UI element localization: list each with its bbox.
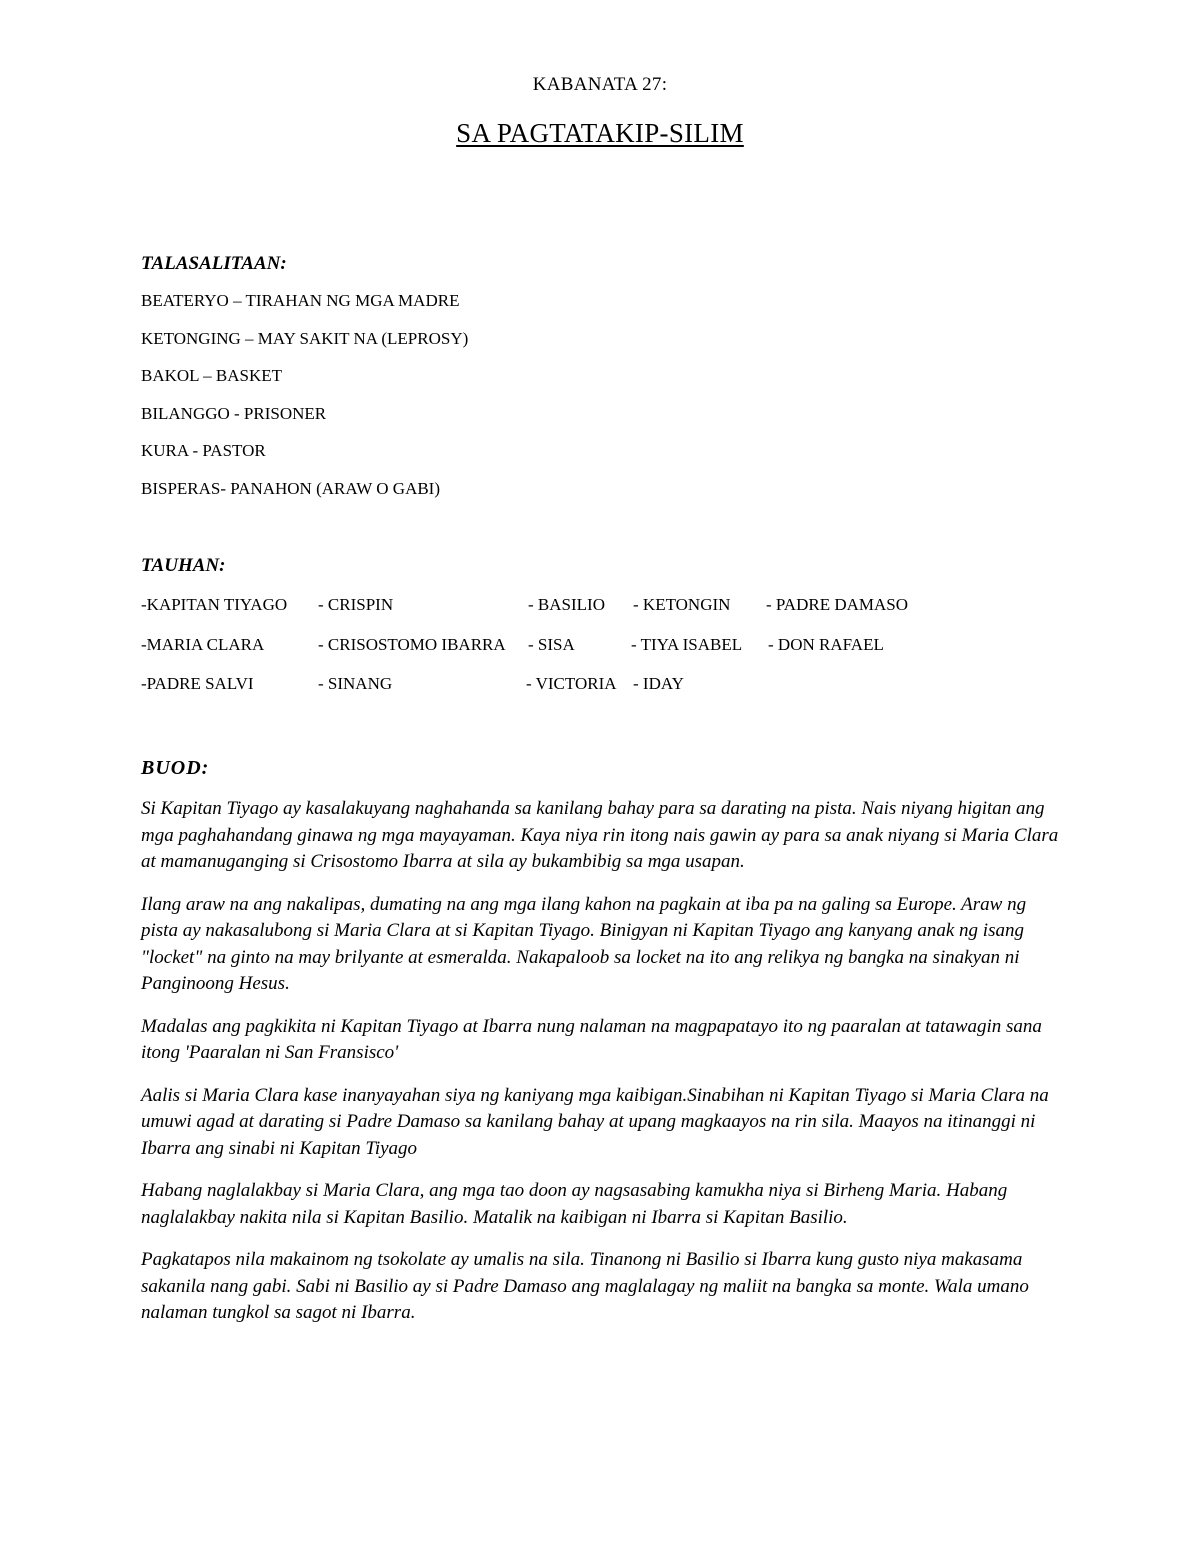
- character-name: - BASILIO: [528, 595, 605, 614]
- vocabulary-list: [141, 290, 468, 515]
- characters-row: [141, 594, 1041, 634]
- vocabulary-item: KETONGING – MAY SAKIT NA (LEPROSY): [141, 328, 469, 348]
- summary-body: [141, 796, 1061, 1343]
- vocabulary-item: BEATERYO – TIRAHAN NG MGA MADRE: [141, 291, 460, 310]
- character-name: - CRISPIN: [318, 595, 394, 614]
- vocabulary-item: BILANGGO - PRISONER: [141, 403, 327, 423]
- character-name: - CRISOSTOMO IBARRA: [318, 634, 506, 654]
- vocabulary-item: KURA - PASTOR: [141, 441, 266, 460]
- vocabulary-heading: TALASALITAAN:: [141, 253, 287, 274]
- summary-paragraph: Ilang araw na ang nakalipas, dumating na ang mga ilang kahon na pagkain at iba pa na galing sa Europe. Araw ng pista ay nakasalubong si Maria Clara at si Kapitan Tiyago. Binigyan ni Kapitan Tiyago ang kanyang anak ng isang "locket" na ginto na may brilyante at esmeralda. Nakapaloob sa locket na ito ang relikya ng bangka na sinakyan ni Panginoong Hesus.: [141, 893, 1027, 994]
- character-name: -MARIA CLARA: [141, 634, 265, 654]
- chapter-label: KABANATA 27:: [532, 74, 668, 95]
- chapter-title: SA PAGTATAKIP-SILIM: [456, 118, 744, 148]
- character-name: - PADRE DAMASO: [766, 595, 909, 614]
- summary-heading: BUOD:: [141, 757, 210, 779]
- summary-paragraph: Madalas ang pagkikita ni Kapitan Tiyago at Ibarra nung nalaman na magpapatayo ito ng paaralan at tatawagin sana itong 'Paaralan ni San Fransisco': [141, 1015, 1042, 1063]
- vocabulary-item: BISPERAS- PANAHON (ARAW O GABI): [141, 478, 441, 498]
- character-name: - DON RAFAEL: [768, 634, 884, 654]
- character-name: - TIYA ISABEL: [631, 634, 743, 654]
- character-name: - VICTORIA: [526, 674, 617, 693]
- summary-paragraph: Habang naglalakbay si Maria Clara, ang mga tao doon ay nagsasabing kamukha niya si Birheng Maria. Habang naglalakbay nakita nila si Kapitan Basilio. Matalik na kaibigan ni Ibarra si Kapitan Basilio.: [141, 1180, 1008, 1228]
- character-name: - KETONGIN: [633, 595, 731, 614]
- character-name: - IDAY: [633, 674, 684, 693]
- character-name: - SINANG: [318, 674, 393, 693]
- summary-paragraph: Pagkatapos nila makainom ng tsokolate ay umalis na sila. Tinanong ni Basilio si Ibarra kung gusto niya makasama sakanila nang gabi. Sabi ni Basilio ay si Padre Damaso ang maglalagay ng maliit na bangka sa monte. Wala umano nalaman tungkol sa sagot ni Ibarra.: [141, 1249, 1029, 1323]
- vocabulary-item: BAKOL – BASKET: [141, 366, 283, 385]
- summary-paragraph: Si Kapitan Tiyago ay kasalakuyang naghahanda sa kanilang bahay para sa darating na pista. Nais niyang higitan ang mga paghahandang ginawa ng mga mayayaman. Kaya niya rin itong nais gawin ay para sa anak niyang si Maria Clara at mamanuganging si Crisostomo Ibarra at sila ay bukambibig sa mga usapan.: [141, 798, 1059, 872]
- character-name: - SISA: [528, 634, 575, 654]
- character-name: -KAPITAN TIYAGO: [141, 595, 288, 614]
- character-name: -PADRE SALVI: [141, 674, 254, 693]
- summary-paragraph: Aalis si Maria Clara kase inanyayahan siya ng kaniyang mga kaibigan.Sinabihan ni Kapitan Tiyago si Maria Clara na umuwi agad at darating si Padre Damaso sa kanilang bahay at upang magkaayos na rin sila. Maayos na itinanggi ni Ibarra ang sinabi ni Kapitan Tiyago: [141, 1084, 1049, 1159]
- characters-row: [141, 673, 1041, 713]
- characters-heading: TAUHAN:: [141, 555, 226, 576]
- characters-table: [141, 594, 1041, 713]
- characters-row: [141, 634, 1041, 674]
